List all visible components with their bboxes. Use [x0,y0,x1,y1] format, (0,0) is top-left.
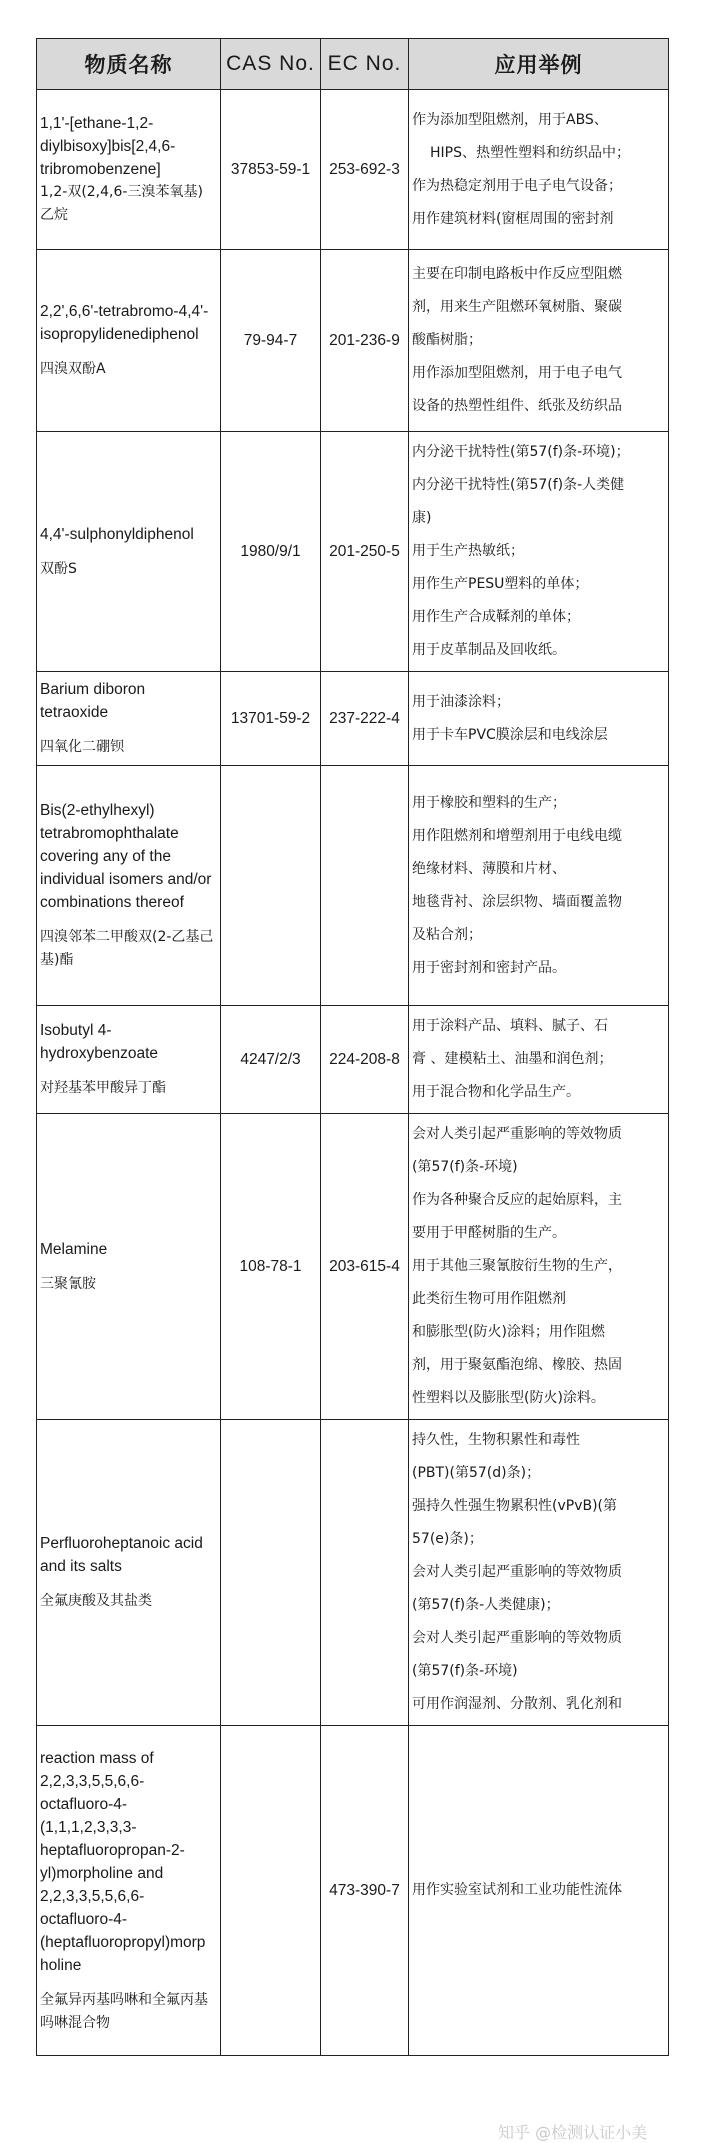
header-cas-no: CAS No. [221,39,321,90]
table-row [37,1726,669,2056]
application-line: 用于涂料产品、填料、腻子、石 [412,1018,608,1034]
reach-substance-table-container [36,38,668,2056]
application-line: 酸酯树脂； [412,332,482,348]
application-line: 用于混合物和化学品生产。 [412,1084,580,1100]
ec-number-cell: 473-390-7 [321,1726,409,2056]
substance-name-cell [37,1420,221,1726]
header-ec-no: EC No. [321,39,409,90]
cas-number-cell: 108-78-1 [221,1114,321,1420]
substance-name-cell [37,766,221,1006]
application-line: 剂，用来生产阻燃环氧树脂、聚碳 [412,299,622,315]
application-line: 及粘合剂； [412,926,482,943]
substance-name-en: Barium diboron tetraoxide [40,681,146,721]
application-line: 内分泌干扰特性(第57(f)条-环境)； [412,444,630,460]
application-cell [409,90,669,250]
application-line: 要用于甲醛树脂的生产。 [412,1225,566,1241]
zhihu-watermark: 知乎 @检测认证小美 [498,2123,648,2142]
application-line: 用作实验室试剂和工业功能性流体 [412,1882,622,1898]
ec-number-cell: 224-208-8 [321,1006,409,1114]
application-line: 用于油漆涂料； [412,693,510,710]
substance-name-cn: 全氟庚酸及其盐类 [40,1593,152,1609]
application-line: (第57(f)条-人类健康)； [412,1597,560,1613]
application-line: 用于其他三聚氰胺衍生物的生产， [412,1258,622,1274]
ec-number-cell: 253-692-3 [321,90,409,250]
table-row [37,1006,669,1114]
substance-name-cn: 1,2-双(2,4,6-三溴苯氧基)乙烷 [40,184,203,223]
cas-number-cell [221,1420,321,1726]
ec-number-cell: 237-222-4 [321,672,409,766]
table-row [37,672,669,766]
substance-name-cell [37,250,221,432]
substance-name-cn: 对羟基苯甲酸异丁酯 [40,1080,166,1096]
ec-number-cell [321,1420,409,1726]
application-line: 康) [412,510,432,526]
application-line: 用于皮革制品及回收纸。 [412,642,566,658]
application-line: 内分泌干扰特性(第57(f)条-人类健 [412,477,625,493]
application-line: 用作生产PESU塑料的单体； [412,576,589,592]
substance-name-cell [37,1114,221,1420]
cas-number-cell: 37853-59-1 [221,90,321,250]
application-line: 用作添加型阻燃剂，用于电子电气 [412,365,622,381]
application-line: 用作阻燃剂和增塑剂用于电线电缆 [412,827,622,844]
ec-number-cell: 201-250-5 [321,432,409,672]
application-line: 会对人类引起严重影响的等效物质 [412,1126,622,1142]
cas-number-cell [221,766,321,1006]
table-row [37,432,669,672]
cas-number-cell: 4247/2/3 [221,1006,321,1114]
application-line: 强持久性强生物累积性(vPvB)(第 [412,1498,618,1514]
substance-name-cell [37,1726,221,2056]
substance-name-en: reaction mass of 2,2,3,3,5,5,6,6-octafluoro-4-(1,1,1,2,3,3,3-heptafluoropropan-2-yl)morpholine and 2,2,3,3,5,5,6,6-octafluoro-4-(heptafluoropropyl)morpholine [40,1749,206,1974]
substance-name-cn: 四溴邻苯二甲酸双(2-乙基己基)酯 [40,929,214,968]
application-line: 绝缘材料、薄膜和片材、 [412,860,566,877]
cas-number-cell: 13701-59-2 [221,672,321,766]
application-line: 会对人类引起严重影响的等效物质 [412,1564,622,1580]
application-cell [409,250,669,432]
application-line: 可用作润湿剂、分散剂、乳化剂和 [412,1696,622,1712]
substance-name-en: 4,4'-sulphonyldiphenol [40,525,194,543]
application-cell [409,432,669,672]
application-line: 地毯背衬、涂层织物、墙面覆盖物 [412,893,622,910]
header-application: 应用举例 [409,39,669,90]
table-row [37,250,669,432]
application-line: 和膨胀型(防火)涂料；用作阻燃 [412,1324,605,1340]
table-row [37,766,669,1006]
cas-number-cell: 79-94-7 [221,250,321,432]
substance-name-en: 2,2',6,6'-tetrabromo-4,4'-isopropylidenediphenol [40,303,209,343]
substance-name-cell [37,432,221,672]
application-line: 主要在印制电路板中作反应型阻燃 [412,266,622,282]
substance-table [36,38,669,2056]
application-cell [409,766,669,1006]
application-line: HIPS、热塑性塑料和纺织品中； [430,144,630,161]
table-row [37,1420,669,1726]
application-line: 用于密封剂和密封产品。 [412,959,566,976]
application-line: (PBT)(第57(d)条)； [412,1465,541,1481]
application-line: 作为各种聚合反应的起始原料，主 [412,1192,622,1208]
application-line: 用于橡胶和塑料的生产； [412,794,566,811]
application-line: 会对人类引起严重影响的等效物质 [412,1630,622,1646]
application-line: 持久性，生物积累性和毒性 [412,1432,580,1448]
application-cell [409,1420,669,1726]
substance-name-cn: 四溴双酚A [40,361,106,377]
cas-number-cell: 1980/9/1 [221,432,321,672]
application-line: 膏 、建模粘土、油墨和润色剂； [412,1051,613,1067]
header-substance-name: 物质名称 [37,39,221,90]
substance-name-cn: 三聚氰胺 [40,1275,96,1292]
table-row [37,90,669,250]
table-row [37,1114,669,1420]
application-line: 57(e)条)； [412,1531,483,1547]
substance-name-cell [37,672,221,766]
substance-name-cell [37,90,221,250]
application-line: 作为添加型阻燃剂，用于ABS、 [412,111,608,128]
application-line: (第57(f)条-环境) [412,1663,518,1679]
substance-name-en: Perfluoroheptanoic acid and its salts [40,1535,203,1575]
application-line: 用于生产热敏纸； [412,543,524,559]
substance-name-en: 1,1'-[ethane-1,2-diylbisoxy]bis[2,4,6-tribromobenzene] [40,115,176,178]
application-cell [409,1114,669,1420]
substance-name-cn: 双酚S [40,560,77,577]
ec-number-cell [321,766,409,1006]
substance-name-en: Isobutyl 4-hydroxybenzoate [40,1022,159,1062]
application-line: 作为热稳定剂用于电子电气设备； [412,177,622,194]
ec-number-cell: 203-615-4 [321,1114,409,1420]
substance-name-cn: 四氧化二硼钡 [40,739,124,755]
application-cell [409,1006,669,1114]
application-line: 此类衍生物可用作阻燃剂 [412,1291,566,1307]
substance-name-en: Bis(2-ethylhexyl) tetrabromophthalate covering any of the individual isomers and/or combinations thereof [40,802,212,911]
substance-name-cn: 全氟异丙基吗啉和全氟丙基吗啉混合物 [40,1991,208,2031]
application-cell [409,672,669,766]
application-line: 用于卡车PVC膜涂层和电线涂层 [412,726,608,743]
application-line: 设备的热塑性组件、纸张及纺织品 [412,398,622,414]
application-line: (第57(f)条-环境) [412,1159,518,1175]
application-line: 用作生产合成鞣剂的单体； [412,609,580,625]
application-line: 用作建筑材料(窗框周围的密封剂 [412,210,614,227]
substance-name-cell [37,1006,221,1114]
application-cell [409,1726,669,2056]
substance-name-en: Melamine [40,1240,108,1258]
ec-number-cell: 201-236-9 [321,250,409,432]
application-line: 性塑料以及膨胀型(防火)涂料。 [412,1390,605,1406]
application-line: 剂，用于聚氨酯泡绵、橡胶、热固 [412,1357,622,1373]
cas-number-cell [221,1726,321,2056]
table-header-row [37,39,669,90]
